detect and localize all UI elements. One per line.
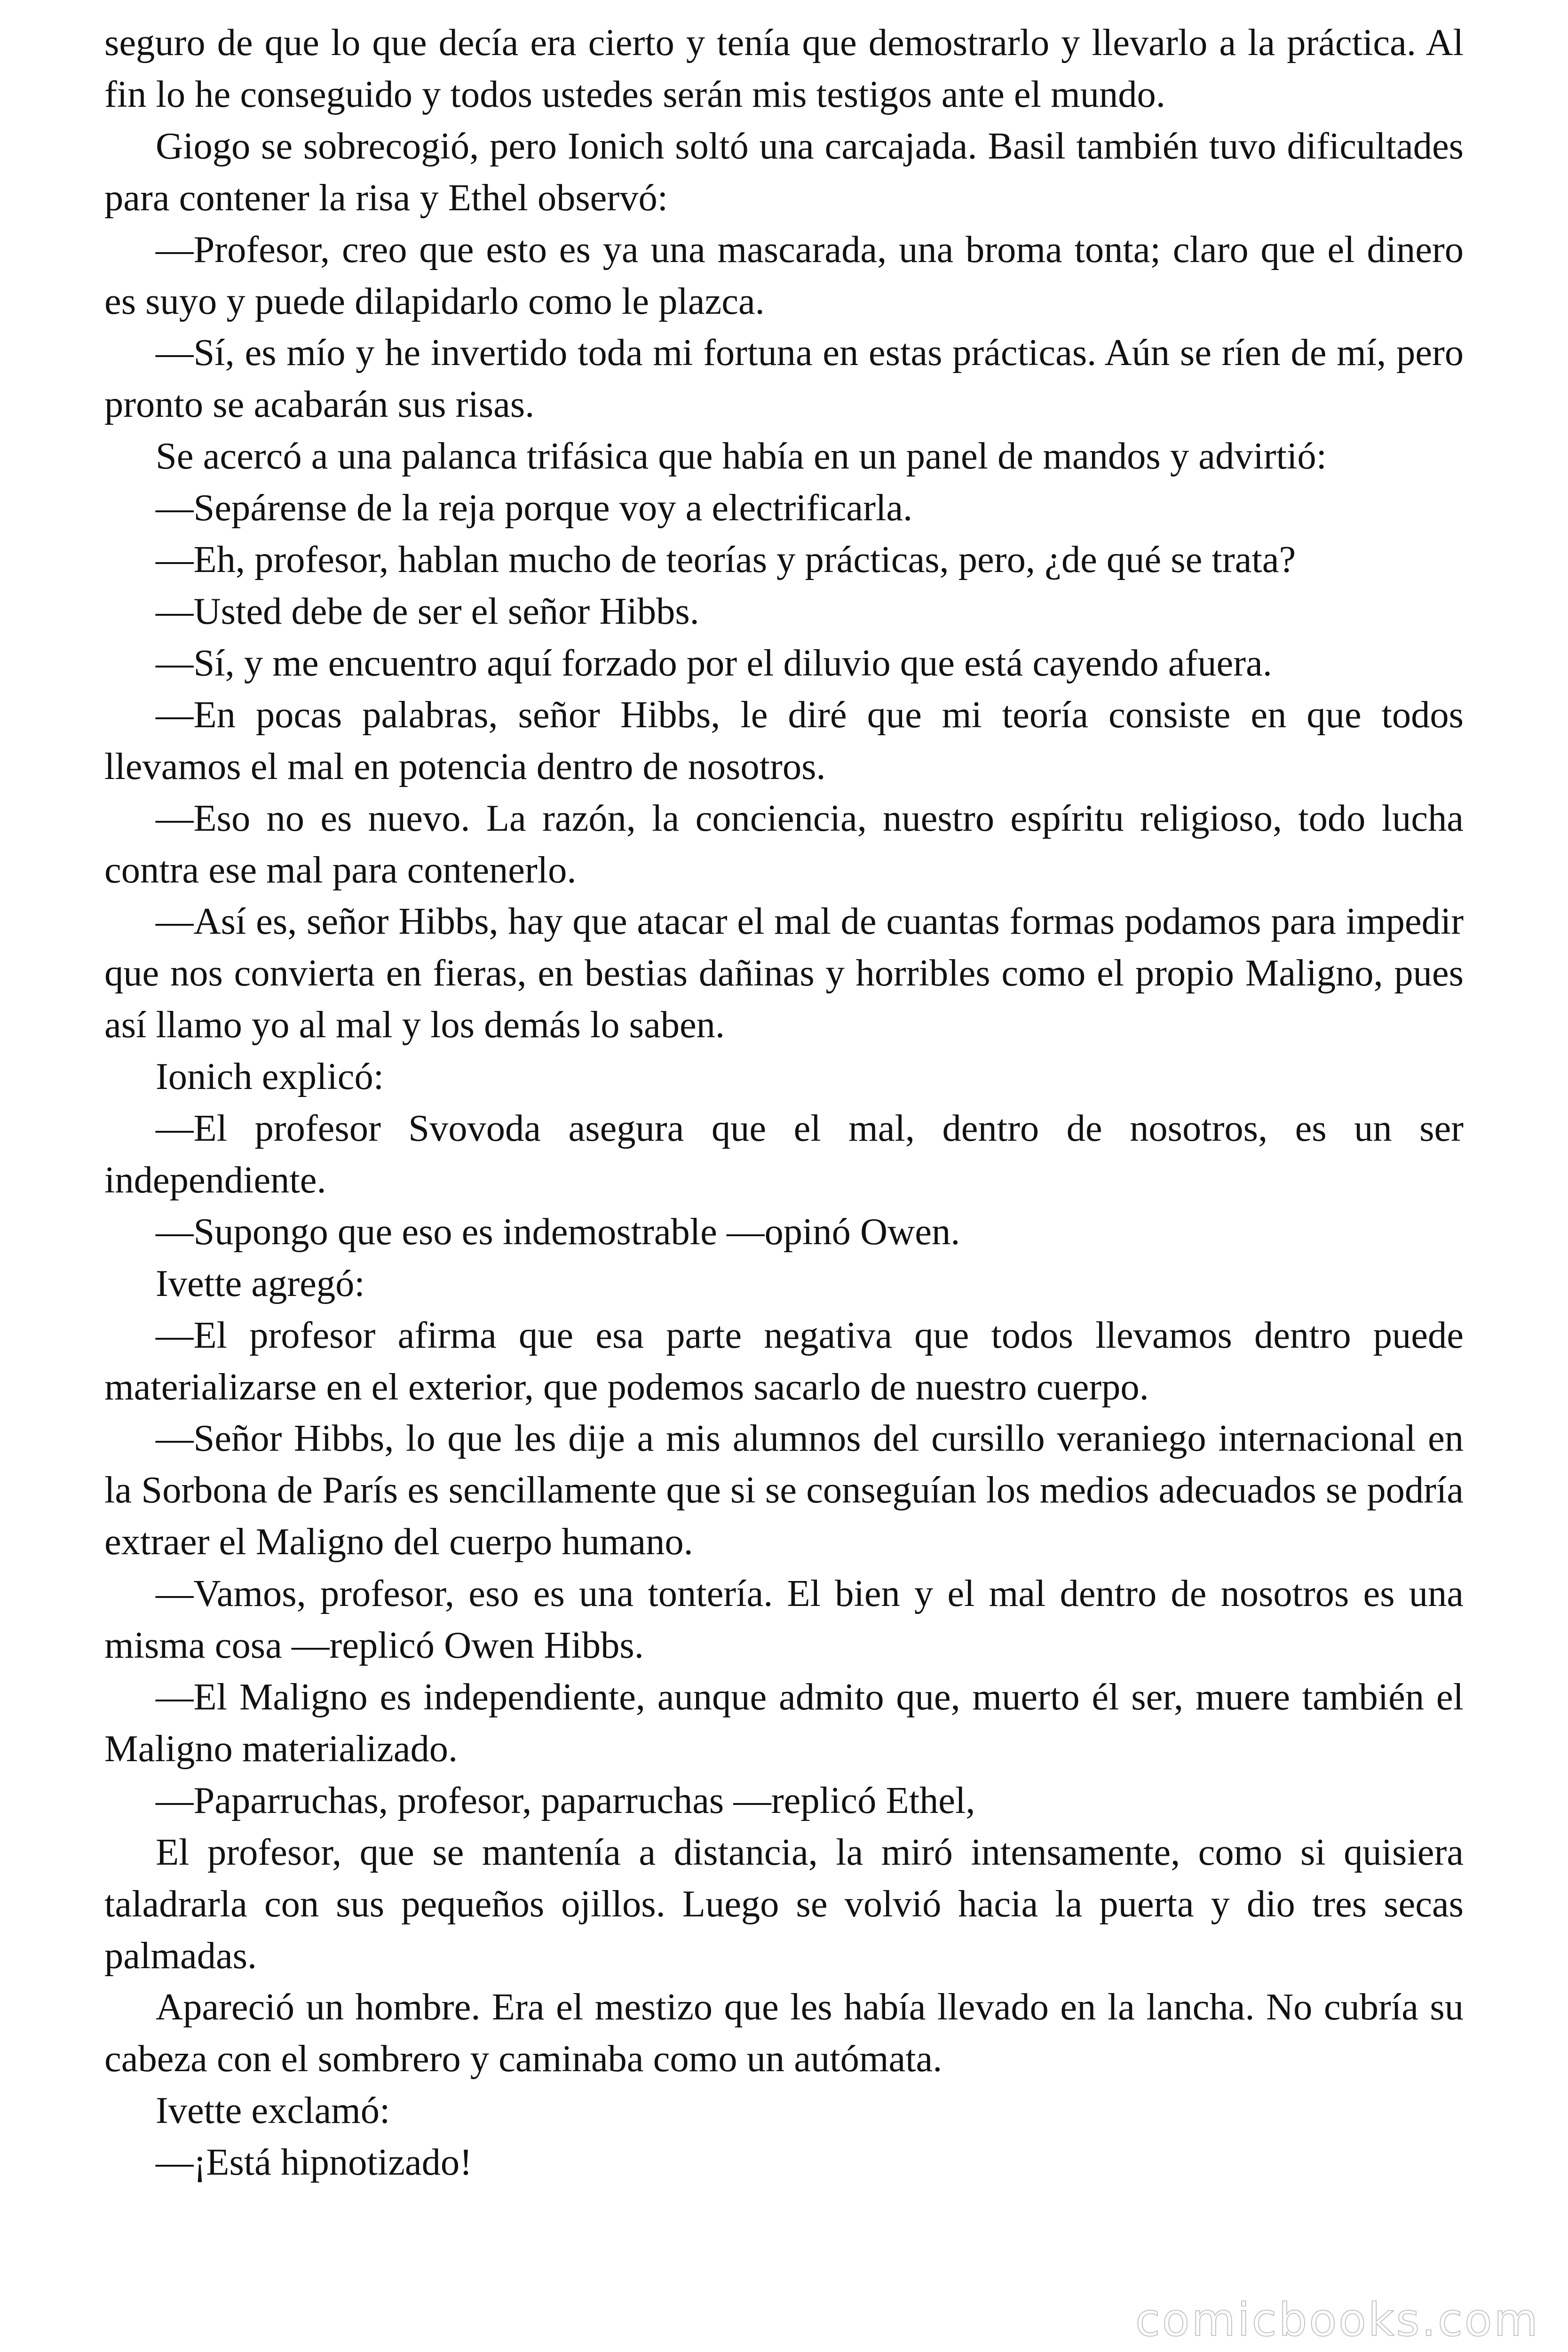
paragraph: —El Maligno es independiente, aunque admito que, muerto él ser, muere también el Maligno materializado. <box>104 1676 1464 1770</box>
paragraph: —En pocas palabras, señor Hibbs, le diré que mi teoría consiste en que todos llevamos el mal en potencia dentro de nosotros. <box>104 693 1464 787</box>
paragraph: —Señor Hibbs, lo que les dije a mis alumnos del cursillo veraniego internacional en la Sorbona de París es sencillamente que si se conseguían los medios adecuados se podría extraer el Maligno del cuerpo humano. <box>104 1417 1464 1563</box>
watermark: comicbooks.com <box>1135 2294 1540 2346</box>
paragraph: Ionich explicó: <box>156 1056 384 1098</box>
paragraph: Giogo se sobrecogió, pero Ionich soltó una carcajada. Basil también tuvo dificultades para contener la risa y Ethel observó: <box>104 125 1464 219</box>
paragraph: —Sepárense de la reja porque voy a electrificarla. <box>156 487 913 529</box>
paragraph: —Así es, señor Hibbs, hay que atacar el mal de cuantas formas podamos para impedir que nos convierta en fieras, en bestias dañinas y horribles como el propio Maligno, pues así llamo yo al mal y los demás lo saben. <box>104 900 1464 1046</box>
paragraph: Ivette agregó: <box>156 1262 365 1304</box>
paragraph: Apareció un hombre. Era el mestizo que les había llevado en la lancha. No cubría su cabeza con el sombrero y caminaba como un autómata. <box>104 1986 1464 2080</box>
paragraph: —Usted debe de ser el señor Hibbs. <box>156 590 699 632</box>
paragraph: —El profesor afirma que esa parte negativa que todos llevamos dentro puede materializarse en el exterior, que podemos sacarlo de nuestro cuerpo. <box>104 1314 1464 1408</box>
paragraph: —El profesor Svovoda asegura que el mal, dentro de nosotros, es un ser independiente. <box>104 1107 1464 1201</box>
paragraph: Se acercó a una palanca trifásica que había en un panel de mandos y advirtió: <box>156 435 1327 477</box>
paragraph: El profesor, que se mantenía a distancia, la miró intensamente, como si quisiera taladrarla con sus pequeños ojillos. Luego se volvió hacia la puerta y dio tres secas palmadas. <box>104 1831 1464 1977</box>
paragraph: Ivette exclamó: <box>156 2090 390 2132</box>
paragraph: seguro de que lo que decía era cierto y tenía que demostrarlo y llevarlo a la práctica. Al fin lo he conseguido y todos ustedes serán mis testigos ante el mundo. <box>104 22 1464 115</box>
paragraph: —Supongo que eso es indemostrable —opinó Owen. <box>156 1210 960 1253</box>
paragraph: —Vamos, profesor, eso es una tontería. El bien y el mal dentro de nosotros es una misma cosa —replicó Owen Hibbs. <box>104 1573 1464 1667</box>
paragraph: —¡Está hipnotizado! <box>156 2141 472 2184</box>
paragraph: —Sí, es mío y he invertido toda mi fortuna en estas prácticas. Aún se ríen de mí, pero pronto se acabarán sus risas. <box>104 332 1464 426</box>
paragraph: —Eh, profesor, hablan mucho de teorías y prácticas, pero, ¿de qué se trata? <box>156 539 1296 581</box>
paragraph: —Eso no es nuevo. La razón, la conciencia, nuestro espíritu religioso, todo lucha contra ese mal para contenerlo. <box>104 797 1464 891</box>
book-page-text <box>104 17 1464 2188</box>
paragraph: —Sí, y me encuentro aquí forzado por el diluvio que está cayendo afuera. <box>156 642 1272 684</box>
paragraph: —Paparruchas, profesor, paparruchas —replicó Ethel, <box>156 1779 975 1821</box>
paragraph: —Profesor, creo que esto es ya una mascarada, una broma tonta; claro que el dinero es suyo y puede dilapidarlo como le plazca. <box>104 228 1464 322</box>
